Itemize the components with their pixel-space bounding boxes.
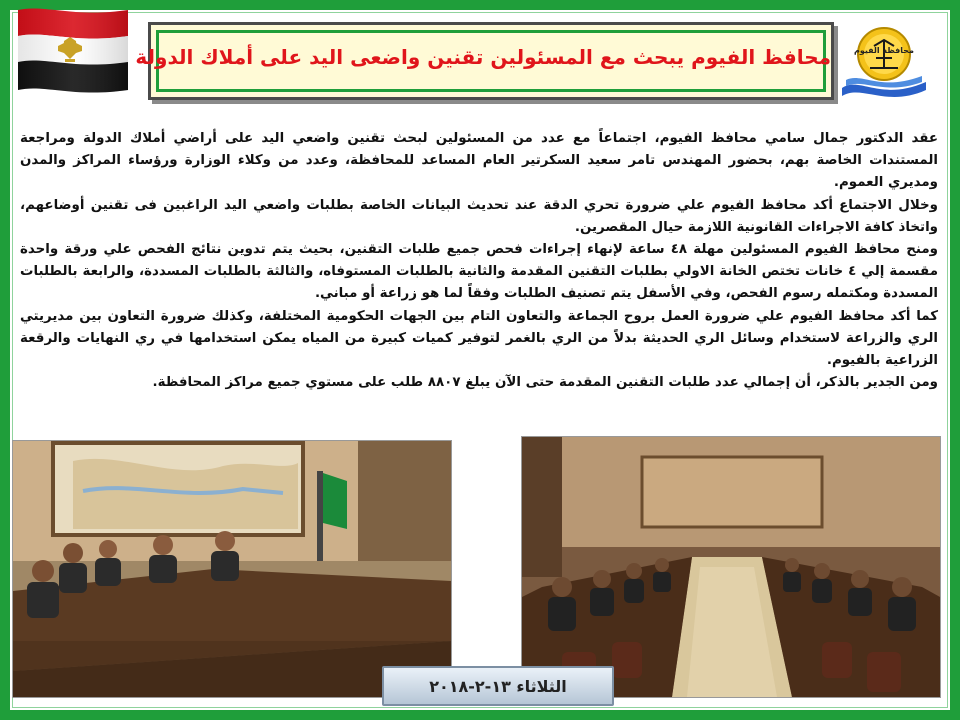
meeting-photo-icon [12, 440, 452, 698]
title-box [135, 22, 834, 100]
fayoum-governorate-logo-icon [836, 18, 932, 104]
article-paragraph: عقد الدكتور جمال سامي محافظ الفيوم، اجتماعاً مع عدد من المسئولين لبحث تقنين واضعي اليد على أراضي أملاك الدولة ومراجعة المستندات الخاصة بهم، بحضور المهندس تامر سعيد السكرتير العام المساعد للمحافظة، وعدد من وكلاء الوزارة ورؤساء المراكز والمدن ومديري العموم. [20, 131, 938, 191]
date-badge [382, 666, 614, 706]
article-paragraph: كما أكد محافظ الفيوم علي ضرورة العمل بروح الجماعة والتعاون التام بين الجهات الحكومية المختلفة، وكذلك ضرورة التعاون بين مديريتي الري والزراعة لاستخدام وسائل الري الحديثة بدلاً من الري بالغمر لتوفير كميات كبيرة من المياه يمكن استخدامها في ري النهايات والرقعة الزراعية بالفيوم. [20, 308, 938, 369]
article-paragraph: وخلال الاجتماع أكد محافظ الفيوم علي ضرورة تحري الدقة عند تحديث البيانات الخاصة بطلبات واضعي اليد الراغبين فى تقنين أوضاعهم، واتخاذ كافة الاجراءات القانونية اللازمة حيال المقصرين. [20, 197, 938, 235]
conference-room-photo-icon [521, 436, 941, 698]
date-label: الثلاثاء ١٣-٢-٢٠١٨ [429, 677, 567, 696]
article-body [20, 128, 938, 394]
page-title: محافظ الفيوم يبحث مع المسئولين تقنين واضعى اليد على أملاك الدولة [135, 45, 831, 69]
article-paragraph: ومن الجدير بالذكر، أن إجمالي عدد طلبات التقنين المقدمة حتى الآن يبلغ ٨٨٠٧ طلب على مستوي جميع مراكز المحافظة. [152, 375, 938, 391]
egypt-flag-icon [14, 4, 132, 96]
logo-text: محافظة الفيوم [853, 46, 915, 55]
article-paragraph: ومنح محافظ الفيوم المسئولين مهلة ٤٨ ساعة لإنهاء إجراءات فحص جميع طلبات التقنين، بحيث يتم تدوين نتائج الفحص علي ورقة واحدة مقسمة إلي ٤ خانات تختص الخانة الاولي بطلبات التقنين المقدمة والثانية بالطلبات المستوفاه، والثالثة بالطلبات المسددة، والرابعة بالطلبات المسددة ومكتمله رسوم الفحص، وفي الأسفل يتم تصنيف الطلبات وفقاً لما هو زراعة أو مباني. [20, 242, 938, 302]
